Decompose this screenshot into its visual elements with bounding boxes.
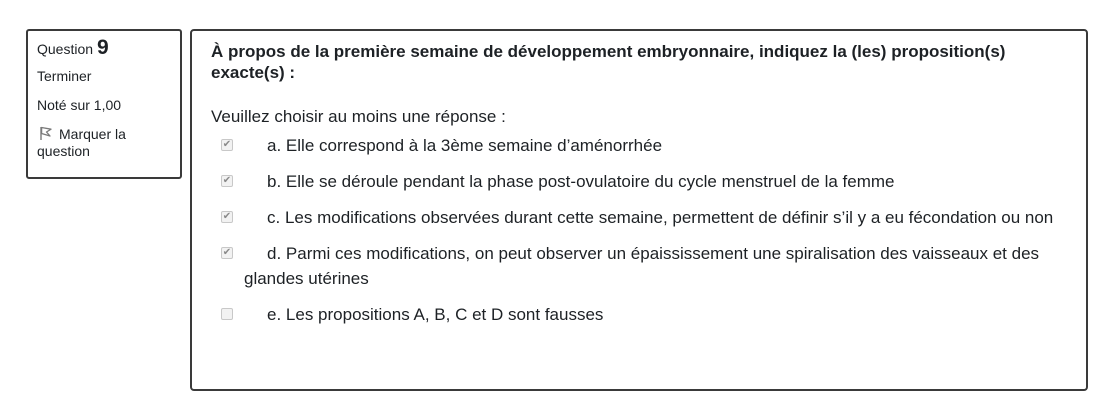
question-text: À propos de la première semaine de développement embryonnaire, indiquez la (les) proposition(s) exacte(s) :	[211, 42, 1006, 82]
answer-text: Parmi ces modifications, on peut observer un épaississement une spiralisation des vaisseaux et des glandes utérines	[244, 244, 1040, 288]
answer-prompt: Veuillez choisir au moins une réponse :	[211, 107, 506, 126]
answer-text: Elle se déroule pendant la phase post-ovulatoire du cycle menstruel de la femme	[285, 172, 895, 191]
question-number-row	[37, 36, 171, 59]
check-icon: ✔	[222, 139, 232, 150]
answer-checkbox[interactable]	[221, 139, 233, 151]
answer-option-b[interactable]	[211, 169, 1066, 194]
check-icon: ✔	[222, 211, 232, 222]
flag-question-label: Marquer la question	[37, 126, 126, 159]
question-label: Question	[37, 41, 94, 57]
answer-option-c[interactable]	[211, 205, 1066, 230]
answer-option-d[interactable]	[211, 241, 1066, 291]
answer-letter: e.	[267, 305, 282, 324]
answer-checkbox[interactable]	[221, 211, 233, 223]
answer-text: Les propositions A, B, C et D sont fausses	[285, 305, 604, 324]
answer-text: Elle correspond à la 3ème semaine d’aménorrhée	[285, 136, 663, 155]
answer-option-e[interactable]	[211, 302, 1066, 327]
question-state: Terminer	[37, 68, 92, 84]
answer-letter: d.	[267, 244, 282, 263]
answer-option-a[interactable]	[211, 133, 1066, 158]
answer-text: Les modifications observées durant cette semaine, permettent de définir s’il y a eu fécondation ou non	[284, 208, 1054, 227]
answer-checkbox[interactable]	[221, 308, 233, 320]
question-content	[190, 29, 1088, 391]
flag-question-link[interactable]	[37, 126, 171, 160]
flag-icon	[39, 126, 53, 140]
answer-letter: c.	[267, 208, 281, 227]
answer-letter: a.	[267, 136, 282, 155]
question-info-panel	[26, 29, 182, 179]
question-number: 9	[96, 36, 109, 59]
answer-letter: b.	[267, 172, 282, 191]
question-grade: Noté sur 1,00	[37, 97, 122, 113]
check-icon: ✔	[222, 175, 232, 186]
answer-checkbox[interactable]	[221, 247, 233, 259]
answer-list	[211, 133, 1066, 327]
check-icon: ✔	[222, 247, 232, 258]
answer-checkbox[interactable]	[221, 175, 233, 187]
